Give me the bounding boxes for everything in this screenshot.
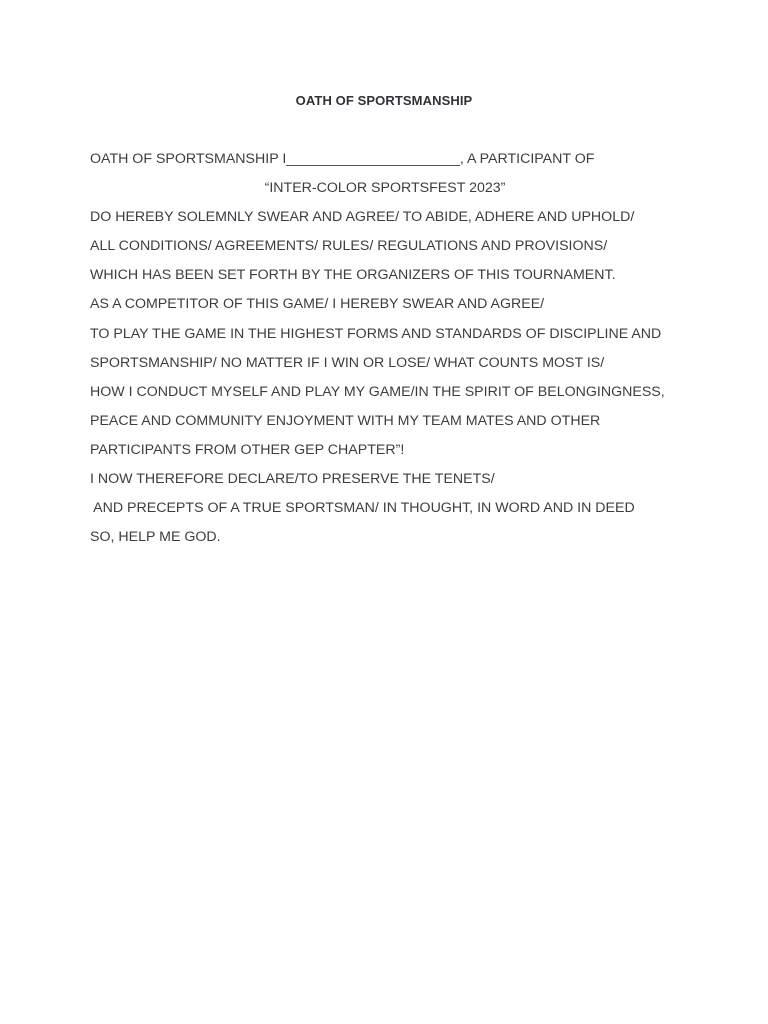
oath-line: DO HEREBY SOLEMNLY SWEAR AND AGREE/ TO ABIDE, ADHERE AND UPHOLD/ xyxy=(90,209,635,226)
oath-line: TO PLAY THE GAME IN THE HIGHEST FORMS AND STANDARDS OF DISCIPLINE AND xyxy=(90,325,662,342)
oath-line: SPORTSMANSHIP/ NO MATTER IF I WIN OR LOSE/ WHAT COUNTS MOST IS/ xyxy=(90,354,605,371)
oath-line: ALL CONDITIONS/ AGREEMENTS/ RULES/ REGULATIONS AND PROVISIONS/ xyxy=(90,238,608,255)
oath-line: I NOW THEREFORE DECLARE/TO PRESERVE THE TENETS/ xyxy=(90,471,495,488)
oath-line: WHICH HAS BEEN SET FORTH BY THE ORGANIZERS OF THIS TOURNAMENT. xyxy=(90,267,616,284)
oath-line: OATH OF SPORTSMANSHIP I______________________, A PARTICIPANT OF xyxy=(90,151,595,167)
oath-line: PEACE AND COMMUNITY ENJOYMENT WITH MY TEAM MATES AND OTHER xyxy=(90,412,601,429)
document-title: OATH OF SPORTSMANSHIP xyxy=(295,93,473,108)
oath-line-event-name: “INTER-COLOR SPORTSFEST 2023” xyxy=(264,180,506,197)
oath-line: AS A COMPETITOR OF THIS GAME/ I HEREBY SWEAR AND AGREE/ xyxy=(90,296,545,313)
oath-body xyxy=(90,145,690,552)
oath-line: PARTICIPANTS FROM OTHER GEP CHAPTER”! xyxy=(90,441,405,458)
oath-line: AND PRECEPTS OF A TRUE SPORTSMAN/ IN THOUGHT, IN WORD AND IN DEED xyxy=(90,500,635,517)
oath-line: SO, HELP ME GOD. xyxy=(90,529,221,546)
oath-line: HOW I CONDUCT MYSELF AND PLAY MY GAME/IN THE SPIRIT OF BELONGINGNESS, xyxy=(90,383,665,400)
